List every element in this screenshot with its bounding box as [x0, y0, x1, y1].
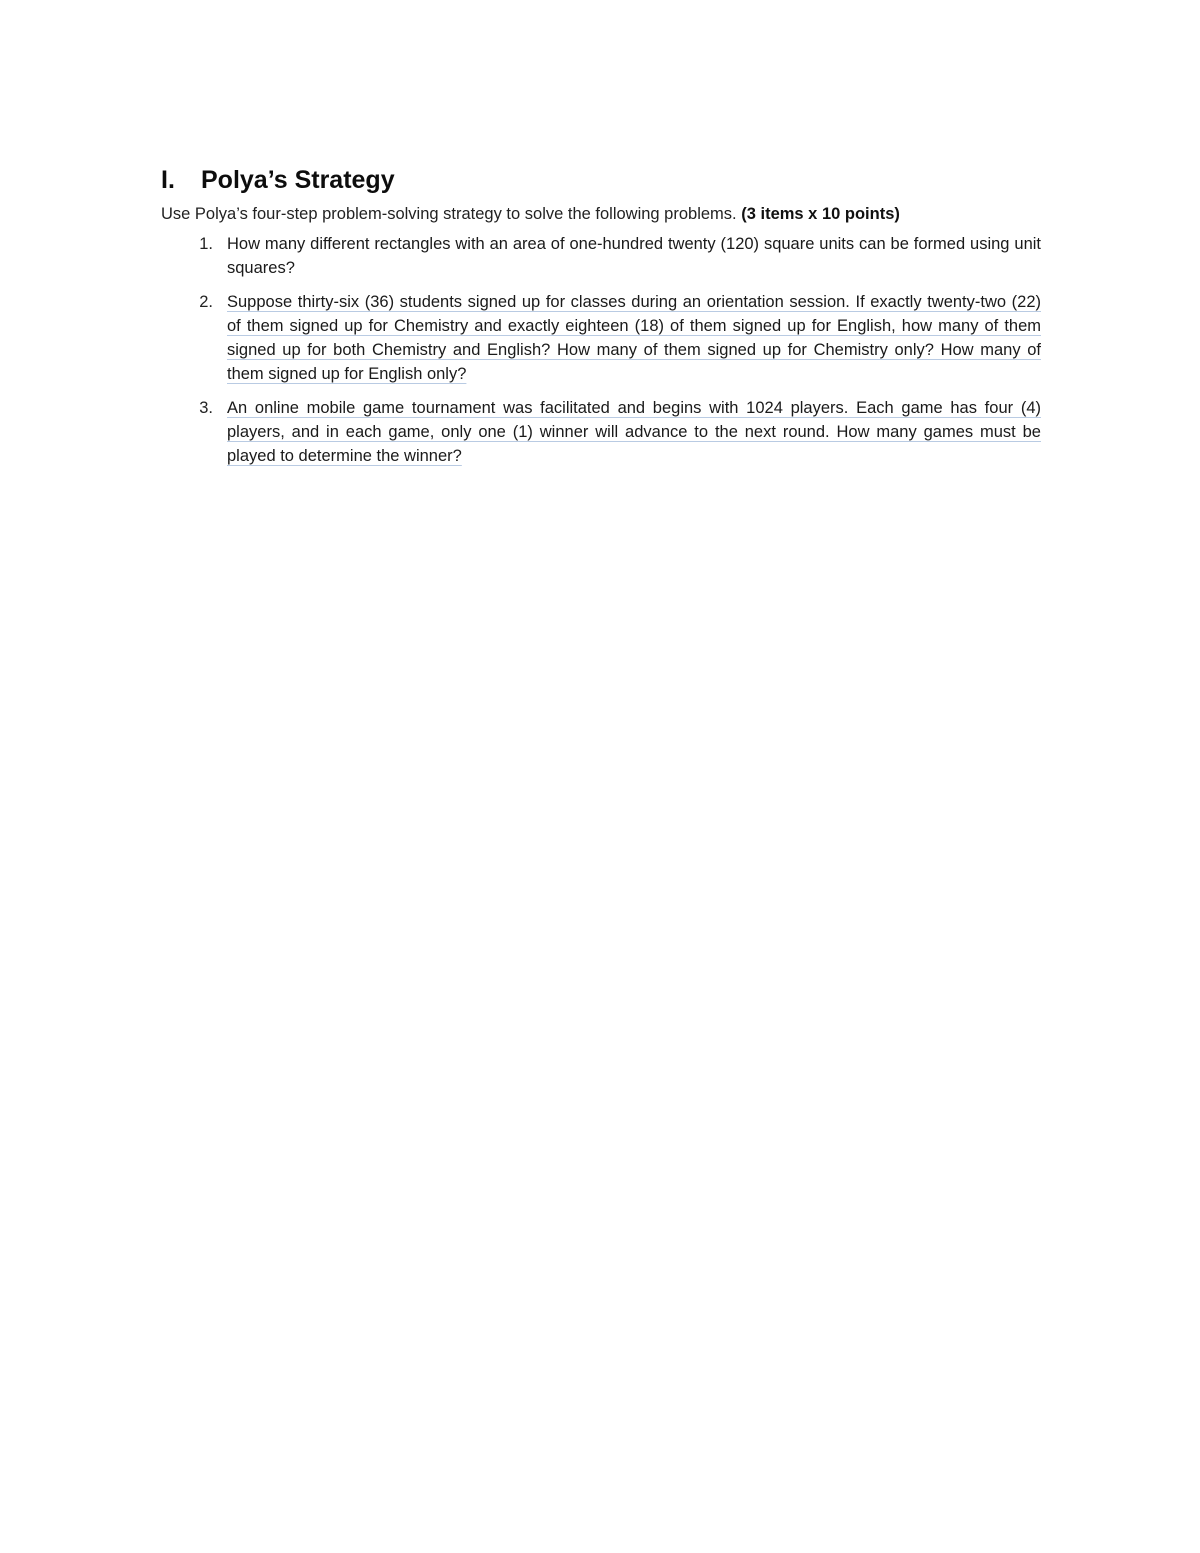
problem-number: 2. [199, 293, 213, 311]
problem-text: Suppose thirty-six (36) students signed up for classes during an orientation session. If exactly twenty-two (22) of them signed up for Chemistry and exactly eighteen (18) of them signed up for English, how many of them signed up for both Chemistry and English? How many of them signed up for Chemistry only? How many of them signed up for English only? [227, 293, 1041, 383]
problem-item-3 [161, 396, 1041, 468]
problem-item-2 [161, 290, 1041, 386]
problem-list [161, 232, 1041, 468]
section-number: I. [161, 166, 175, 194]
instructions-text: Use Polya’s four-step problem-solving strategy to solve the following problems. [161, 205, 737, 223]
problem-text: How many different rectangles with an area of one-hundred twenty (120) square units can be formed using unit squares? [227, 235, 1041, 277]
section-heading [161, 164, 1041, 196]
section-polyas-strategy [161, 164, 1041, 478]
instructions [161, 202, 1041, 226]
points-label: (3 items x 10 points) [741, 205, 900, 223]
section-title: Polya’s Strategy [201, 166, 395, 194]
problem-text: An online mobile game tournament was facilitated and begins with 1024 players. Each game has four (4) players, and in each game, only one (1) winner will advance to the next round. How many games must be played to determine the winner? [227, 399, 1041, 465]
problem-number: 3. [199, 399, 213, 417]
problem-number: 1. [199, 235, 213, 253]
problem-item-1 [161, 232, 1041, 280]
